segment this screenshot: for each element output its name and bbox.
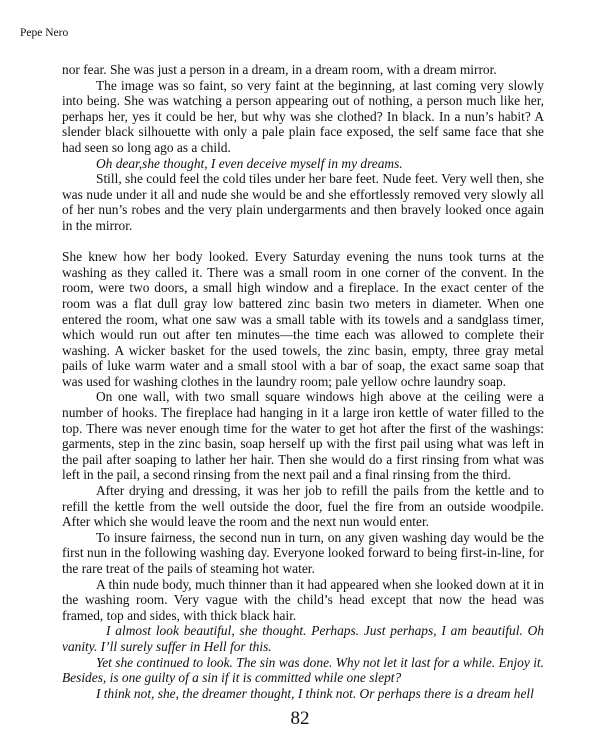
running-head-author: Pepe Nero <box>20 27 69 39</box>
paragraph-9: A thin nude body, much thinner than it had appeared when she looked down at it in the washing room. Very vague with the child’s head except that now the head was framed, top and sides, with thick black hair. <box>62 576 544 623</box>
paragraph-5: She knew how her body looked. Every Saturday evening the nuns took turns at the washing as they called it. There was a small room in one corner of the convent. In the room, were two doors, a small high window and a fireplace. In the exact center of the room was a flat dull gray low battered zinc basin two meters in diameter. When one entered the room, what one saw was a small table with its towels and a sandglass timer, which would run out after ten minutes—the time each was allowed to complete their washing. A wicker basket for the used towels, the zinc basin, empty, three gray metal pails of luke warm water and a small stool with a bar of soap, the exact same soap that was used for washing clothes in the laundry room; pale yellow ochre laundry soap. <box>62 249 544 389</box>
paragraph-7: After drying and dressing, it was her job to refill the pails from the kettle and to refill the kettle from the well outside the door, fuel the fire from an outside woodpile. After which she would leave the room and the next nun would enter. <box>62 483 544 530</box>
paragraph-3-italic: Oh dear,she thought, I even deceive myself in my dreams. <box>96 155 403 171</box>
paragraph-11-italic: Yet she continued to look. The sin was done. Why not let it last for a while. Enjoy it. Besides, is one guilty of a sin if it is committed while one slept? <box>62 654 544 686</box>
paragraph-8: To insure fairness, the second nun in turn, on any given washing day would be the first nun in the following washing day. Everyone looked forward to being first-in-line, for the rare treat of the pails of steaming hot water. <box>62 529 544 576</box>
body-text <box>62 62 544 701</box>
paragraph-4: Still, she could feel the cold tiles under her bare feet. Nude feet. Very well then, she was nude under it all and nude she would be and she effortlessly removed very slowly all of her nun’s robes and the very plain undergarments and then bravely looked once again in the mirror. <box>62 171 544 233</box>
paragraph-2: The image was so faint, so very faint at the beginning, at last coming very slowly into being. She was watching a person appearing out of nothing, a person much like her, perhaps her, yes it could be her, but why was she clothed? In black. In a nun’s habit? A slender black silhouette with only a pale plain face exposed, the self same face that she had seen so long ago as a child. <box>62 77 544 155</box>
paragraph-10-italic: I almost look beautiful, she thought. Perhaps. Just perhaps, I am beautiful. Oh vanity. I’ll surely suffer in Hell for this. <box>62 623 544 654</box>
paragraph-12-italic: I think not, she, the dreamer thought, I think not. Or perhaps there is a dream hell <box>96 685 534 701</box>
paragraph-6: On one wall, with two small square windows high above at the ceiling were a number of hooks. The fireplace had hanging in it a large iron kettle of water filled to the top. There was never enough time for the water to get hot after the first of the washings: garments, step in the zinc basin, soap herself up with the first pail using what was left in the pail after soaping to lather her hair. Then she would do a first rinsing from what was left in the pail, a second rinsing from the next pail and a final rinsing from the third. <box>62 389 544 483</box>
page-number: 82 <box>290 708 310 729</box>
paragraph-1: nor fear. She was just a person in a dream, in a dream room, with a dream mirror. <box>62 62 497 77</box>
